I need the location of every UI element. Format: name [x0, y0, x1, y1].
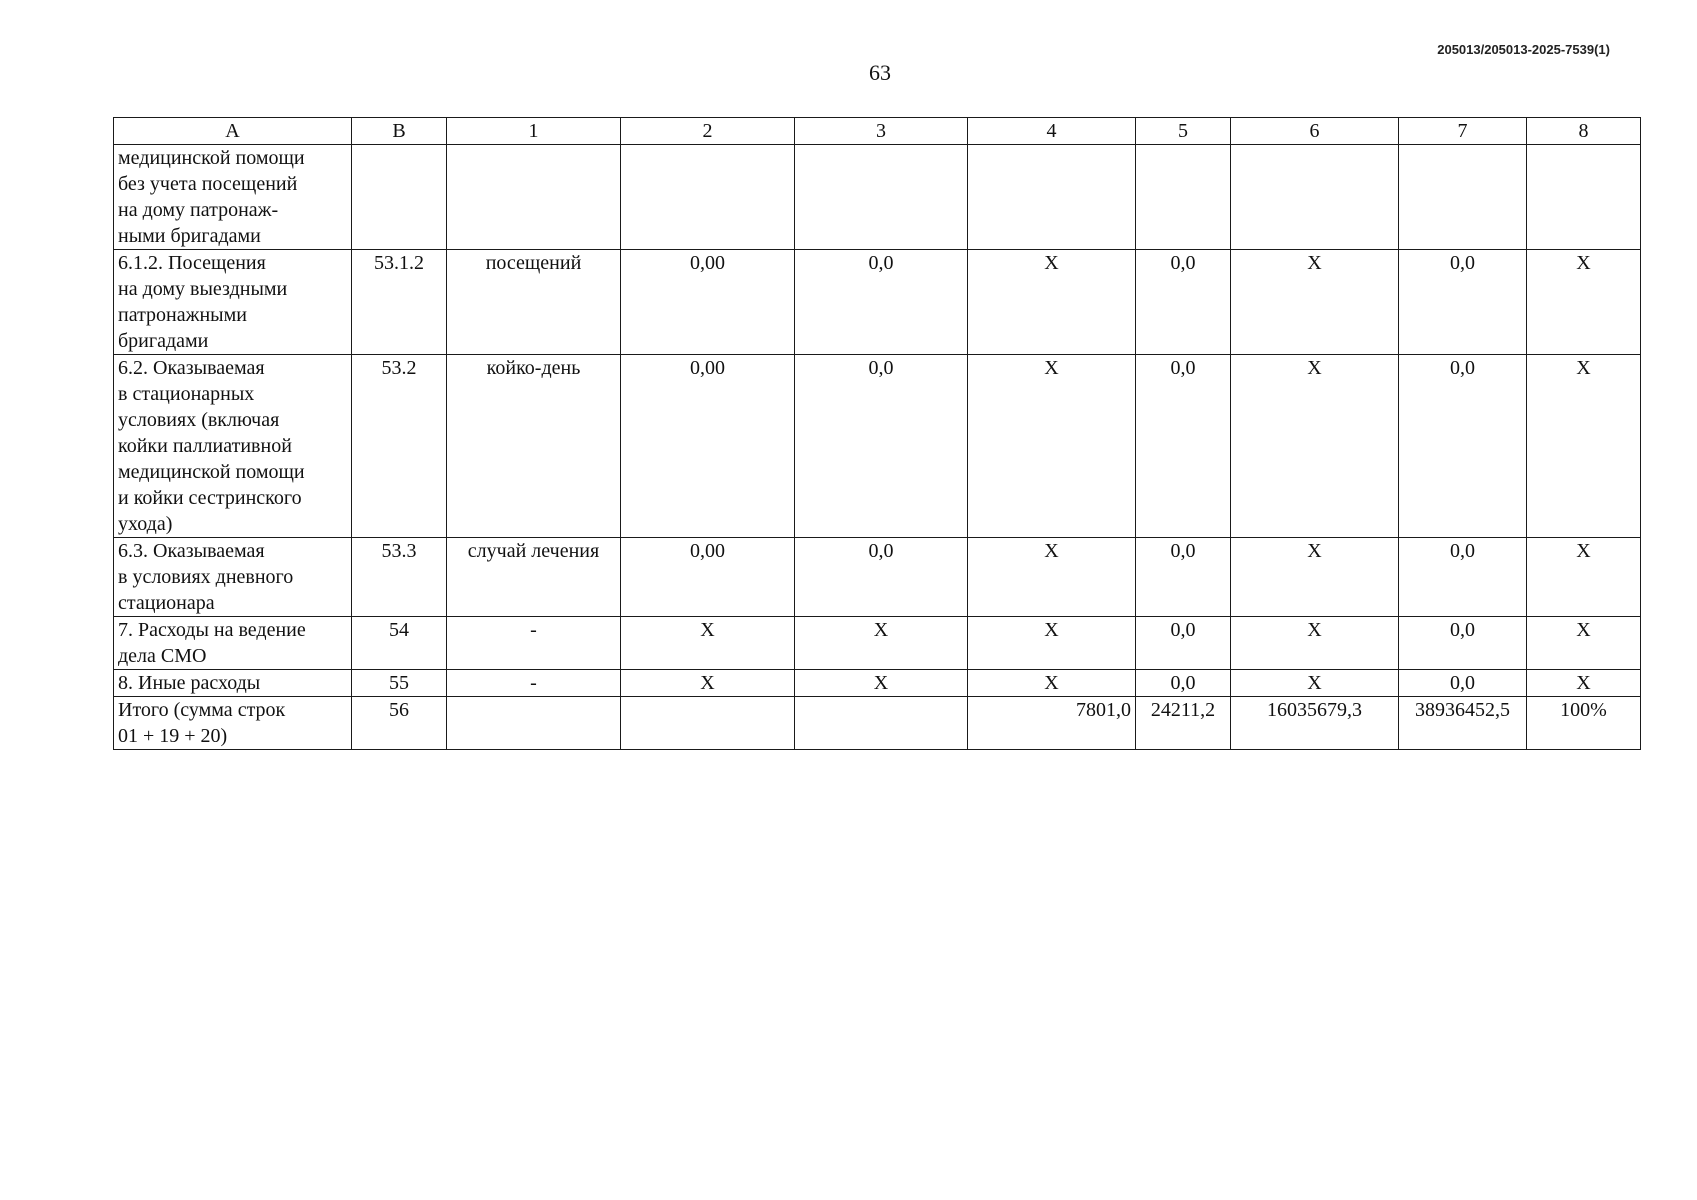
row-name-cell [114, 145, 352, 250]
row-name-cell [114, 250, 352, 355]
cell-c6 [1231, 145, 1399, 250]
cell-code: 53.3 [352, 538, 447, 617]
cell-c4: Х [968, 355, 1136, 538]
cell-unit: койко-день [447, 355, 621, 538]
row-name-line: медицинской помощи [118, 461, 305, 483]
column-header: 6 [1231, 118, 1399, 145]
cell-c5: 0,0 [1136, 670, 1231, 697]
cell-c6: 16035679,3 [1231, 697, 1399, 750]
cell-unit [447, 697, 621, 750]
row-name-line: медицинской помощи [118, 147, 305, 169]
cell-c3: Х [795, 670, 968, 697]
row-name-line: без учета посещений [118, 173, 298, 195]
row-name-cell [114, 538, 352, 617]
row-name-line: 8. Иные расходы [118, 672, 261, 694]
row-name-line: Итого (сумма строк [118, 699, 286, 721]
cell-c5: 0,0 [1136, 250, 1231, 355]
row-name-cell [114, 670, 352, 697]
table-row [114, 670, 1641, 697]
cell-c6: Х [1231, 670, 1399, 697]
cell-c3 [795, 145, 968, 250]
cell-c2: 0,00 [621, 250, 795, 355]
cell-c3: Х [795, 617, 968, 670]
cell-unit: случай лечения [447, 538, 621, 617]
cell-code: 53.1.2 [352, 250, 447, 355]
cell-c3: 0,0 [795, 355, 968, 538]
cell-code: 53.2 [352, 355, 447, 538]
row-name-line: в стационарных [118, 383, 255, 405]
cell-c8: Х [1527, 617, 1641, 670]
row-name-line: и койки сестринского [118, 487, 302, 509]
row-name-cell [114, 617, 352, 670]
cell-c8: Х [1527, 538, 1641, 617]
report-table [113, 117, 1641, 750]
cell-c3 [795, 697, 968, 750]
row-name-cell [114, 355, 352, 538]
row-name-line: на дому патронаж- [118, 199, 279, 221]
cell-c4: 7801,0 [968, 697, 1136, 750]
row-name-line: 6.3. Оказываемая [118, 540, 265, 562]
column-header: В [352, 118, 447, 145]
column-header: А [114, 118, 352, 145]
cell-c7: 0,0 [1399, 617, 1527, 670]
column-header: 2 [621, 118, 795, 145]
row-name-line: 6.1.2. Посещения [118, 252, 266, 274]
cell-c6: Х [1231, 250, 1399, 355]
table-row [114, 617, 1641, 670]
cell-c3: 0,0 [795, 250, 968, 355]
table-row [114, 250, 1641, 355]
row-name-line: патронажными [118, 304, 247, 326]
cell-code: 55 [352, 670, 447, 697]
cell-c8: Х [1527, 670, 1641, 697]
cell-c2: 0,00 [621, 538, 795, 617]
cell-unit [447, 145, 621, 250]
row-name-line: дела СМО [118, 645, 207, 667]
cell-unit: - [447, 617, 621, 670]
row-name-line: в условиях дневного [118, 566, 294, 588]
row-name-line: 6.2. Оказываемая [118, 357, 265, 379]
cell-c5: 0,0 [1136, 538, 1231, 617]
column-header: 1 [447, 118, 621, 145]
cell-c5 [1136, 145, 1231, 250]
cell-c2: Х [621, 617, 795, 670]
row-name-line: условиях (включая [118, 409, 280, 431]
table-body [114, 145, 1641, 750]
row-name-line: ными бригадами [118, 225, 261, 247]
row-name-line: на дому выездными [118, 278, 288, 300]
cell-c8: Х [1527, 355, 1641, 538]
cell-c7: 0,0 [1399, 250, 1527, 355]
cell-code: 56 [352, 697, 447, 750]
row-name-line: ухода) [118, 513, 173, 535]
cell-c4 [968, 145, 1136, 250]
row-name-line: койки паллиативной [118, 435, 292, 457]
cell-c2 [621, 697, 795, 750]
cell-c8: 100% [1527, 697, 1641, 750]
page-number: 63 [869, 60, 891, 85]
cell-code: 54 [352, 617, 447, 670]
cell-c4: Х [968, 250, 1136, 355]
cell-c7: 38936452,5 [1399, 697, 1527, 750]
column-header: 7 [1399, 118, 1527, 145]
row-name-line: стационара [118, 592, 215, 614]
cell-c8: Х [1527, 250, 1641, 355]
cell-c7: 0,0 [1399, 670, 1527, 697]
cell-c2: Х [621, 670, 795, 697]
column-header: 8 [1527, 118, 1641, 145]
cell-unit: посещений [447, 250, 621, 355]
row-name-cell [114, 697, 352, 750]
cell-c2 [621, 145, 795, 250]
column-header: 3 [795, 118, 968, 145]
cell-c5: 0,0 [1136, 617, 1231, 670]
row-name-line: бригадами [118, 330, 209, 352]
row-name-line: 7. Расходы на ведение [118, 619, 306, 641]
table-row [114, 355, 1641, 538]
row-name-line: 01 + 19 + 20) [118, 725, 228, 747]
cell-c7: 0,0 [1399, 355, 1527, 538]
cell-c4: Х [968, 617, 1136, 670]
cell-c3: 0,0 [795, 538, 968, 617]
cell-c7: 0,0 [1399, 538, 1527, 617]
cell-unit: - [447, 670, 621, 697]
document-id: 205013/205013-2025-7539(1) [1437, 42, 1610, 57]
column-header: 5 [1136, 118, 1231, 145]
cell-c2: 0,00 [621, 355, 795, 538]
cell-c4: Х [968, 538, 1136, 617]
table-row [114, 538, 1641, 617]
cell-c5: 24211,2 [1136, 697, 1231, 750]
cell-c6: Х [1231, 617, 1399, 670]
column-header: 4 [968, 118, 1136, 145]
cell-c6: Х [1231, 538, 1399, 617]
table-row [114, 697, 1641, 750]
cell-c8 [1527, 145, 1641, 250]
cell-c4: Х [968, 670, 1136, 697]
header-row [114, 118, 1641, 145]
table-row [114, 145, 1641, 250]
cell-code [352, 145, 447, 250]
cell-c7 [1399, 145, 1527, 250]
cell-c5: 0,0 [1136, 355, 1231, 538]
cell-c6: Х [1231, 355, 1399, 538]
